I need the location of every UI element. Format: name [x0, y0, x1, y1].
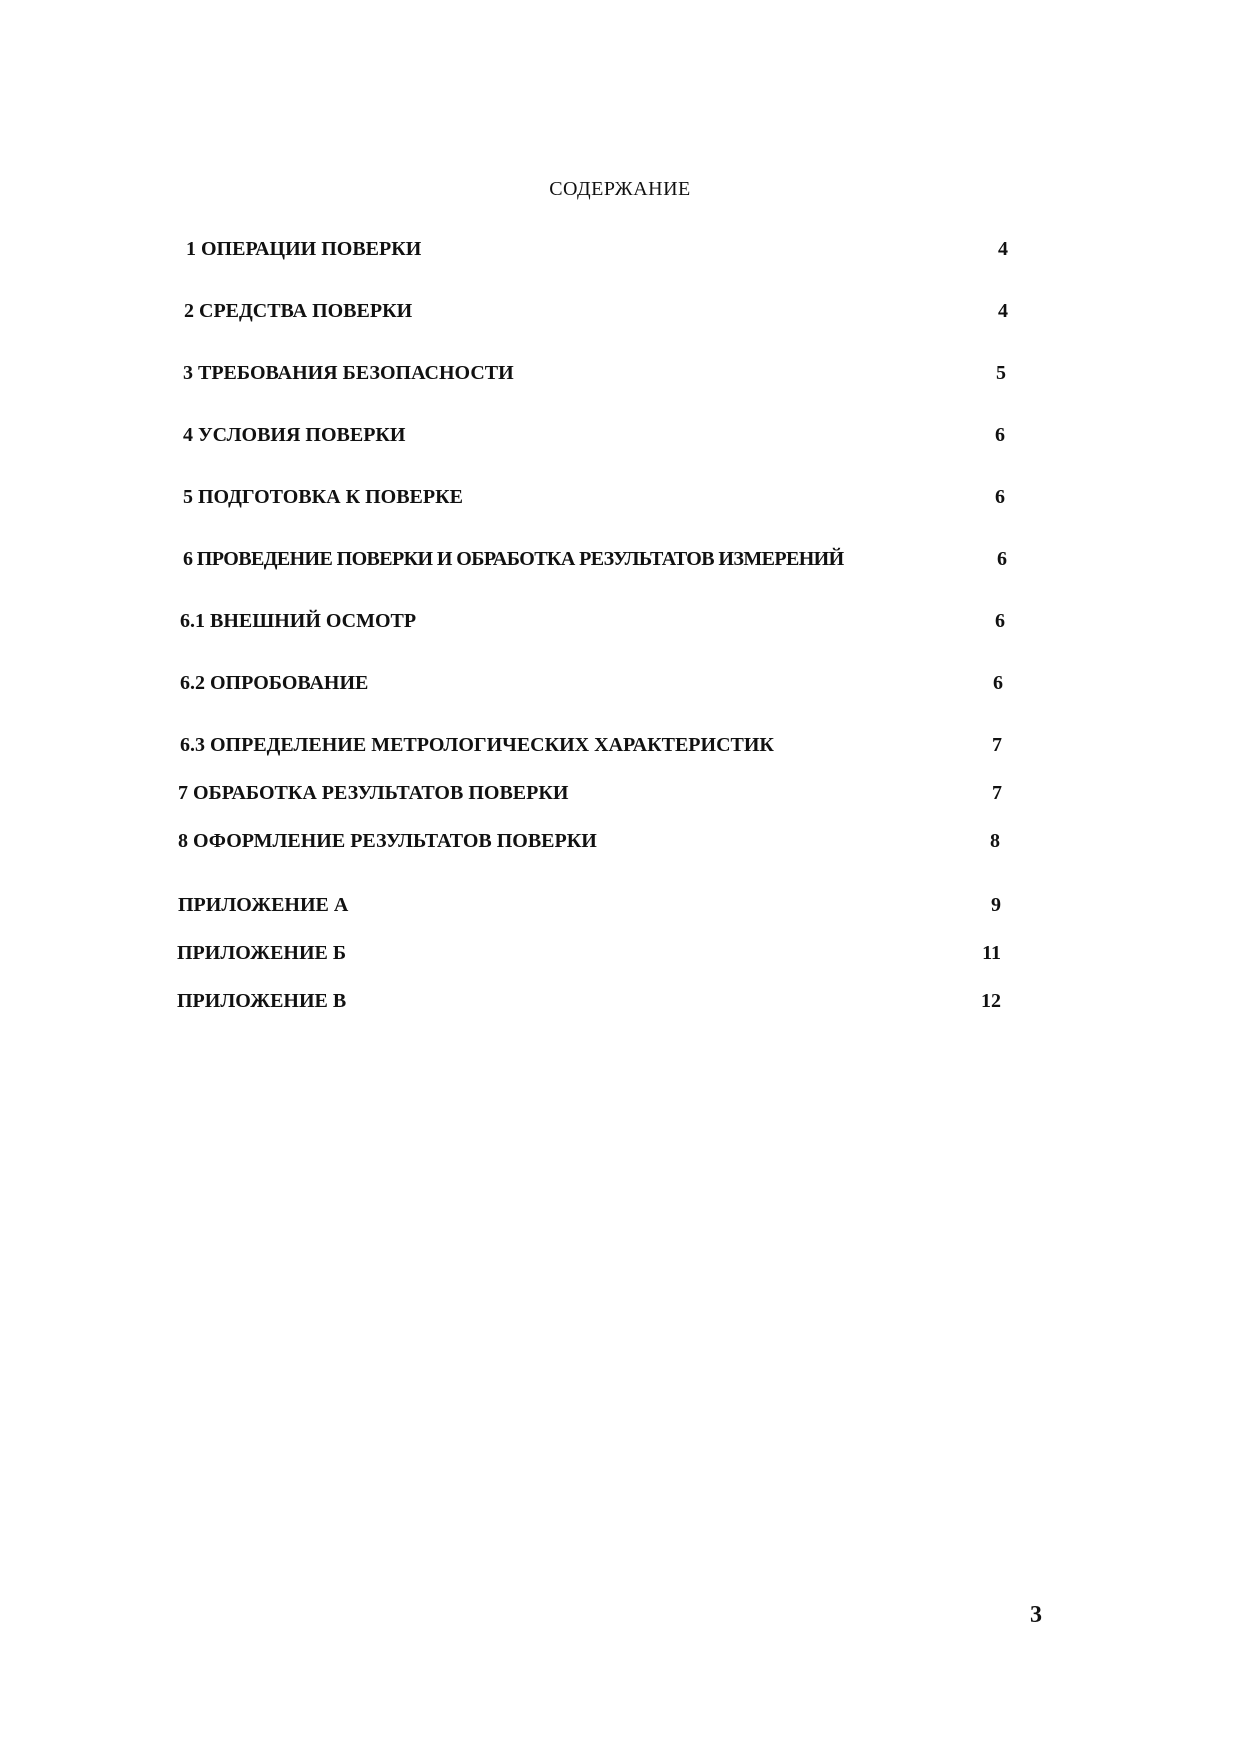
toc-entry-label: ПРИЛОЖЕНИЕ А — [178, 894, 349, 916]
toc-entry-label: 8 ОФОРМЛЕНИЕ РЕЗУЛЬТАТОВ ПОВЕРКИ — [178, 830, 597, 852]
toc-entry-label: ПРИЛОЖЕНИЕ В — [177, 990, 347, 1012]
toc-entry-page: 6 — [995, 486, 1005, 508]
toc-entry-label: ПРИЛОЖЕНИЕ Б — [177, 942, 347, 964]
toc-entry-page: 12 — [981, 990, 1001, 1012]
toc-entry-label: 6.1 ВНЕШНИЙ ОСМОТР — [180, 610, 417, 632]
toc-entry-page: 9 — [991, 894, 1001, 916]
toc-entry-page: 6 — [997, 548, 1007, 570]
toc-entry-label: 4 УСЛОВИЯ ПОВЕРКИ — [183, 424, 406, 446]
toc-entry-label: 6 ПРОВЕДЕНИЕ ПОВЕРКИ И ОБРАБОТКА РЕЗУЛЬТАТОВ ИЗМЕРЕНИЙ — [183, 548, 844, 570]
toc-entry-page: 6 — [995, 424, 1005, 446]
toc-entry-page: 4 — [998, 238, 1008, 260]
toc-entry-label: 6.3 ОПРЕДЕЛЕНИЕ МЕТРОЛОГИЧЕСКИХ ХАРАКТЕРИСТИК — [180, 734, 774, 756]
toc-entry-page: 11 — [982, 942, 1001, 964]
toc-entry-label: 5 ПОДГОТОВКА К ПОВЕРКЕ — [183, 486, 463, 508]
toc-entry-page: 6 — [993, 672, 1003, 694]
toc-entry-label: 3 ТРЕБОВАНИЯ БЕЗОПАСНОСТИ — [183, 362, 514, 384]
toc-entry-page: 7 — [992, 782, 1002, 804]
toc-entry-label: 6.2 ОПРОБОВАНИЕ — [180, 672, 369, 694]
toc-entry-page: 4 — [998, 300, 1008, 322]
toc-entry-label: 2 СРЕДСТВА ПОВЕРКИ — [184, 300, 413, 322]
toc-entry-page: 8 — [990, 830, 1000, 852]
page-number: 3 — [1030, 1602, 1042, 1628]
toc-entry-label: 1 ОПЕРАЦИИ ПОВЕРКИ — [186, 238, 422, 260]
toc-entry-page: 7 — [992, 734, 1002, 756]
toc-entry-page: 5 — [996, 362, 1006, 384]
toc-entry-page: 6 — [995, 610, 1005, 632]
toc-title: СОДЕРЖАНИЕ — [549, 178, 691, 200]
toc-entry-label: 7 ОБРАБОТКА РЕЗУЛЬТАТОВ ПОВЕРКИ — [178, 782, 569, 804]
